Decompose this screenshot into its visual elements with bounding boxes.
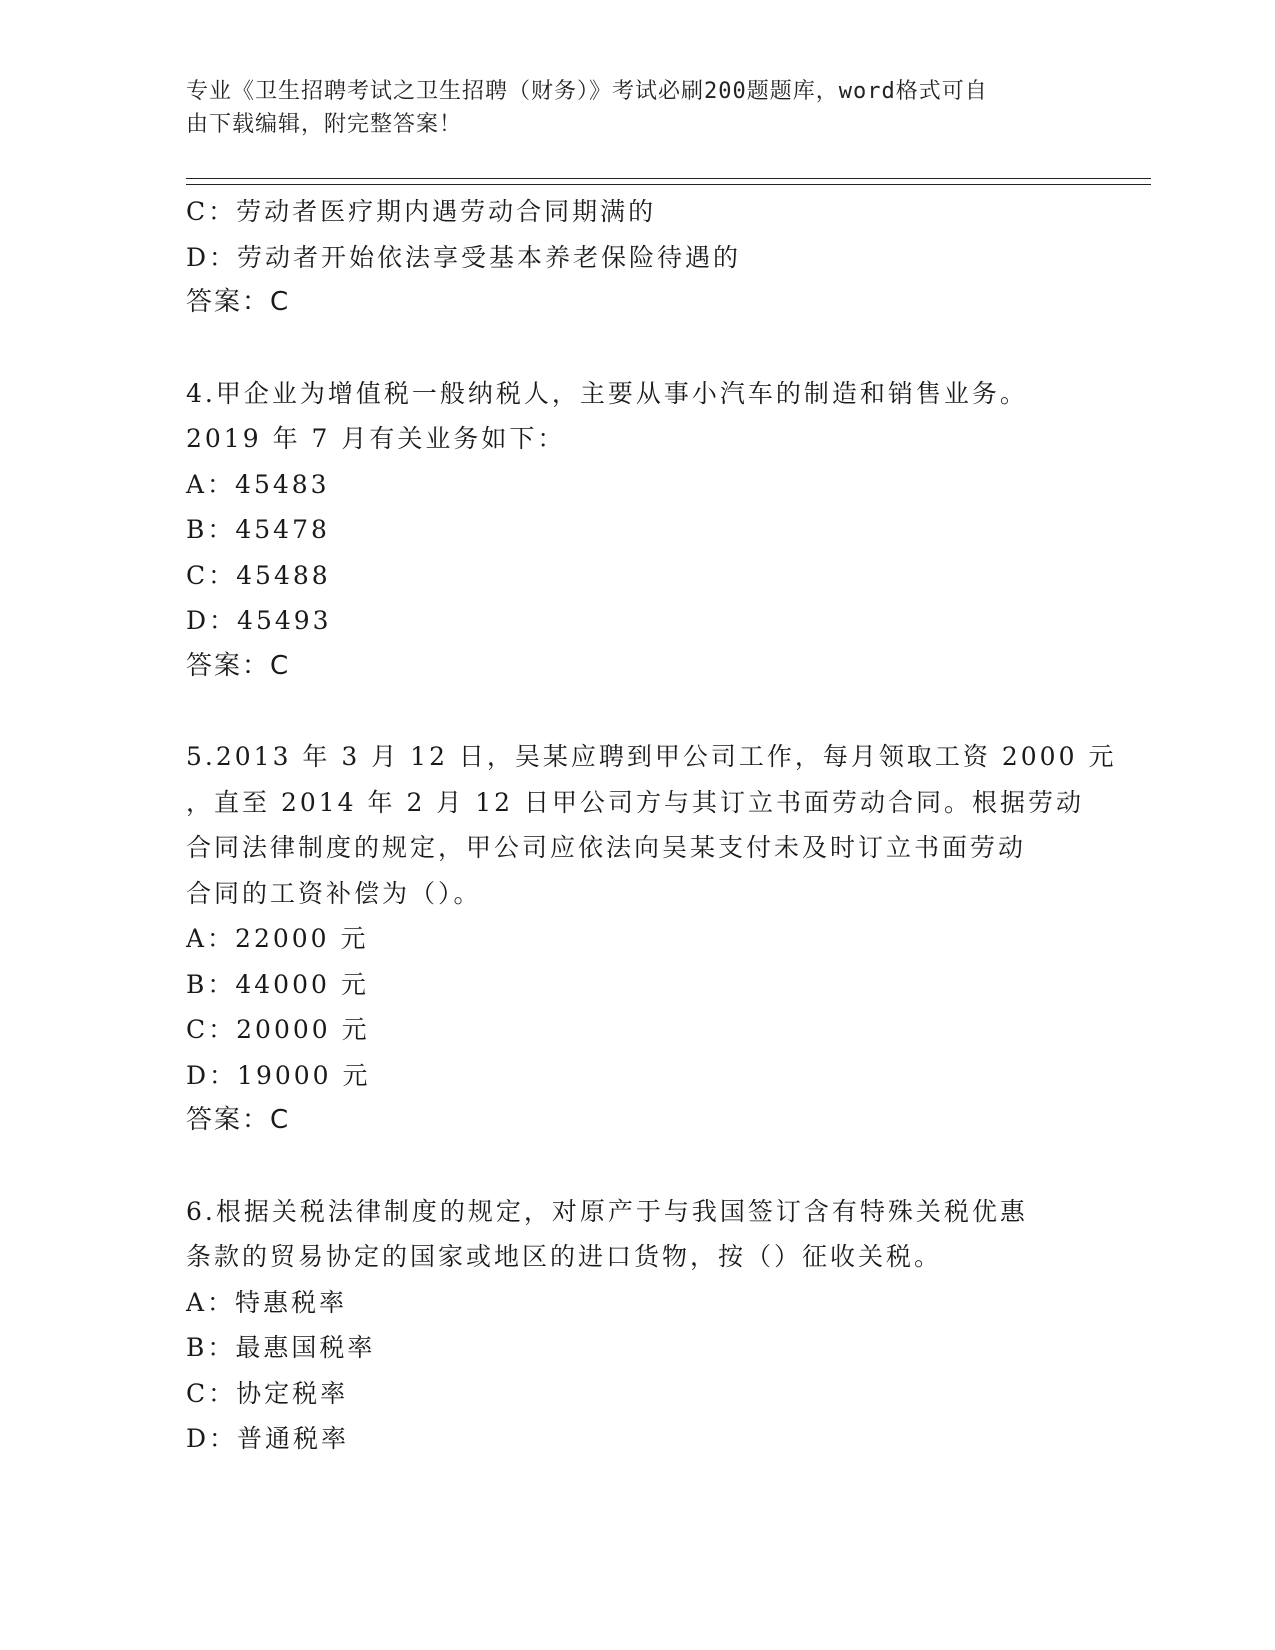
option-c: C：协定税率 (186, 1378, 349, 1408)
question-stem: 合同的工资补偿为（）。 (186, 878, 482, 908)
option-b: B：44000 元 (186, 969, 369, 999)
header-line: 专业《卫生招聘考试之卫生招聘（财务）》考试必刷200题题库，word格式可自 (186, 79, 988, 104)
header-line: 由下载编辑，附完整答案！ (186, 112, 463, 137)
option-d: D：19000 元 (186, 1060, 371, 1090)
option-a: A：22000 元 (186, 924, 369, 953)
document-body (186, 189, 1117, 1462)
option-b: B：45478 (186, 515, 330, 544)
document-header (186, 75, 1036, 141)
option-d: D：普通税率 (186, 1424, 350, 1453)
option-c: C：45488 (186, 560, 331, 590)
spacer (186, 1144, 1046, 1189)
spacer (186, 326, 1046, 371)
question-stem: ，直至 2014 年 2 月 12 日甲公司方与其订立书面劳动合同。根据劳动 (186, 787, 1085, 817)
question-stem: 条款的贸易协定的国家或地区的进口货物，按（）征收关税。 (186, 1242, 943, 1271)
header-divider (186, 178, 1151, 185)
option-c: C：劳动者医疗期内遇劳动合同期满的 (186, 197, 657, 226)
option-d: D：45493 (186, 606, 332, 635)
question-block-3 (186, 189, 1046, 326)
option-c: C：20000 元 (186, 1015, 370, 1044)
option-b: B：最惠国税率 (186, 1333, 376, 1362)
question-stem: 合同法律制度的规定，甲公司应依法向吴某支付未及时订立书面劳动 (186, 833, 1027, 862)
question-block-6 (186, 1189, 1046, 1462)
answer-line: 答案：C (186, 287, 291, 317)
question-stem: 2019 年 7 月有关业务如下： (186, 424, 566, 453)
answer-line: 答案：C (186, 1105, 291, 1135)
question-stem: 5.2013 年 3 月 12 日，吴某应聘到甲公司工作，每月领取工资 2000 元 (186, 742, 1117, 771)
question-stem: 4.甲企业为增值税一般纳税人，主要从事小汽车的制造和销售业务。 (186, 378, 1028, 408)
answer-line: 答案：C (186, 650, 291, 681)
option-d: D：劳动者开始依法享受基本养老保险待遇的 (186, 242, 742, 272)
spacer (186, 689, 1046, 734)
question-block-5 (186, 734, 1117, 1144)
question-block-4 (186, 371, 1046, 690)
option-a: A：45483 (186, 469, 330, 499)
question-stem: 6.根据关税法律制度的规定，对原产于与我国签订含有特殊关税优惠 (186, 1196, 1028, 1226)
option-a: A：特惠税率 (186, 1287, 348, 1317)
